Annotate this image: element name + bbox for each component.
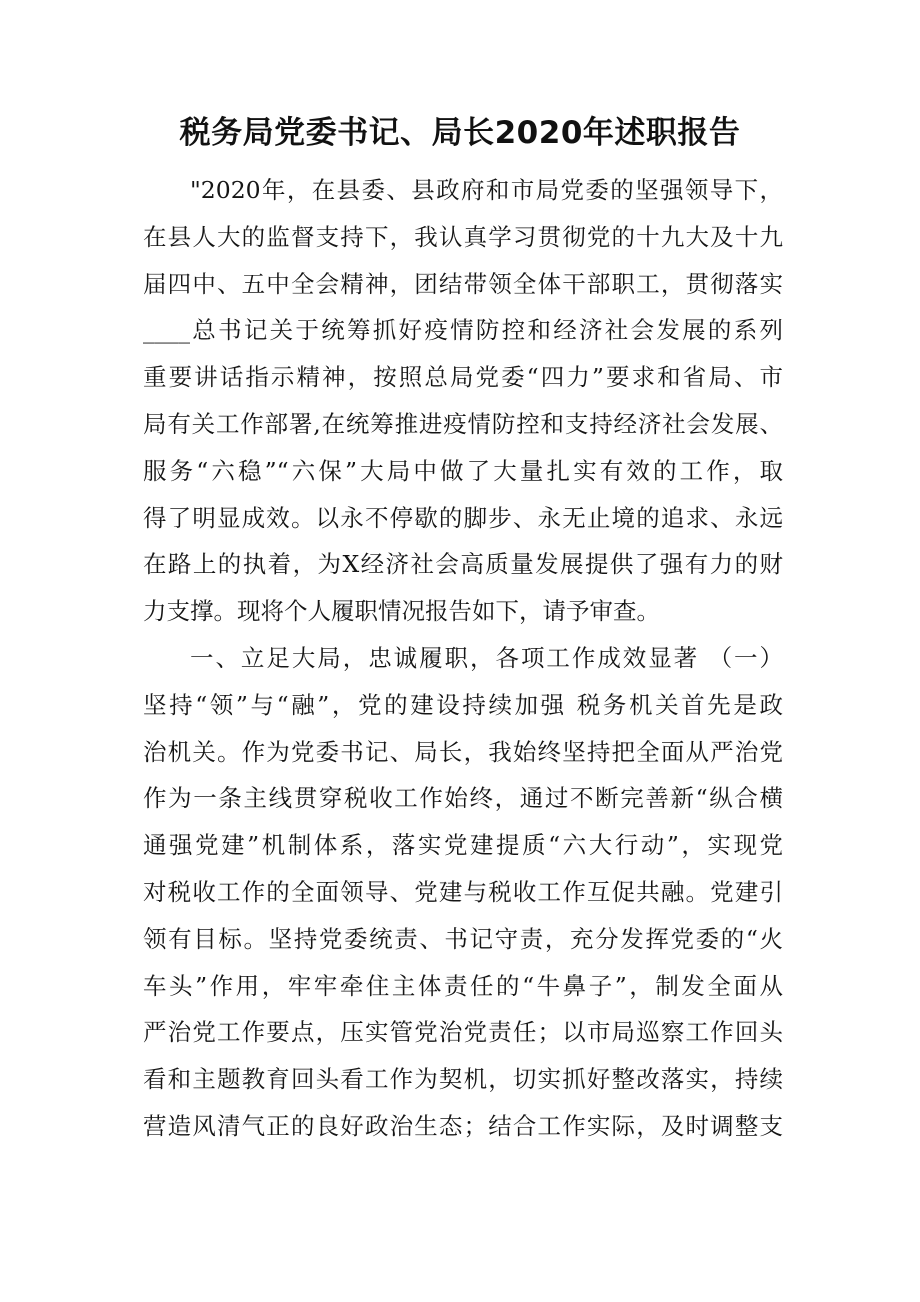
text-line: 在县人大的监督支持下，我认真学习贯彻党的十九大及十九: [143, 222, 783, 251]
text-line: 通强党建”机制体系，落实党建提质“六大行动”，实现党: [143, 831, 783, 860]
text-line: 力支撑。现将个人履职情况报告如下，请予审查。: [143, 597, 660, 626]
text-line: 重要讲话指示精神，按照总局党委“四力”要求和省局、市: [143, 363, 783, 392]
text-line: 局有关工作部署,在统筹推进疫情防控和支持经济社会发展、: [143, 409, 783, 438]
text-line: 作为一条主线贯穿税收工作始终，通过不断完善新“纵合横: [143, 784, 783, 813]
text-line: 坚持“领”与“融”，党的建设持续加强 税务机关首先是政: [143, 690, 783, 719]
text-line: 车头”作用，牢牢牵住主体责任的“牛鼻子”，制发全面从: [143, 971, 783, 1000]
text-line: 一、立足大局，忠诚履职，各项工作成效显著 （一）: [190, 643, 783, 672]
text-line: 营造风清气正的良好政治生态；结合工作实际，及时调整支: [143, 1111, 783, 1140]
document-body: [143, 167, 783, 1150]
text-line: 看和主题教育回头看工作为契机，切实抓好整改落实，持续: [143, 1065, 783, 1094]
text-line: 在路上的执着，为X经济社会高质量发展提供了强有力的财: [143, 550, 783, 579]
text-line: "2020年，在县委、县政府和市局党委的坚强领导下，: [190, 176, 783, 204]
text-line: ____总书记关于统筹抓好疫情防控和经济社会发展的系列: [143, 316, 783, 345]
text-line: 治机关。作为党委书记、局长，我始终坚持把全面从严治党: [143, 737, 783, 766]
text-line: 服务“六稳”“六保”大局中做了大量扎实有效的工作，取: [143, 456, 783, 485]
document-title: 税务局党委书记、局长2020年述职报告: [179, 115, 741, 151]
text-line: 得了明显成效。以永不停歇的脚步、永无止境的追求、永远: [143, 503, 783, 532]
text-line: 届四中、五中全会精神，团结带领全体干部职工，贯彻落实: [143, 269, 783, 298]
text-line: 严治党工作要点，压实管党治党责任；以市局巡察工作回头: [143, 1018, 783, 1047]
text-line: 对税收工作的全面领导、党建与税收工作互促共融。党建引: [143, 877, 783, 906]
text-line: 领有目标。坚持党委统责、书记守责，充分发挥党委的“火: [143, 924, 783, 953]
